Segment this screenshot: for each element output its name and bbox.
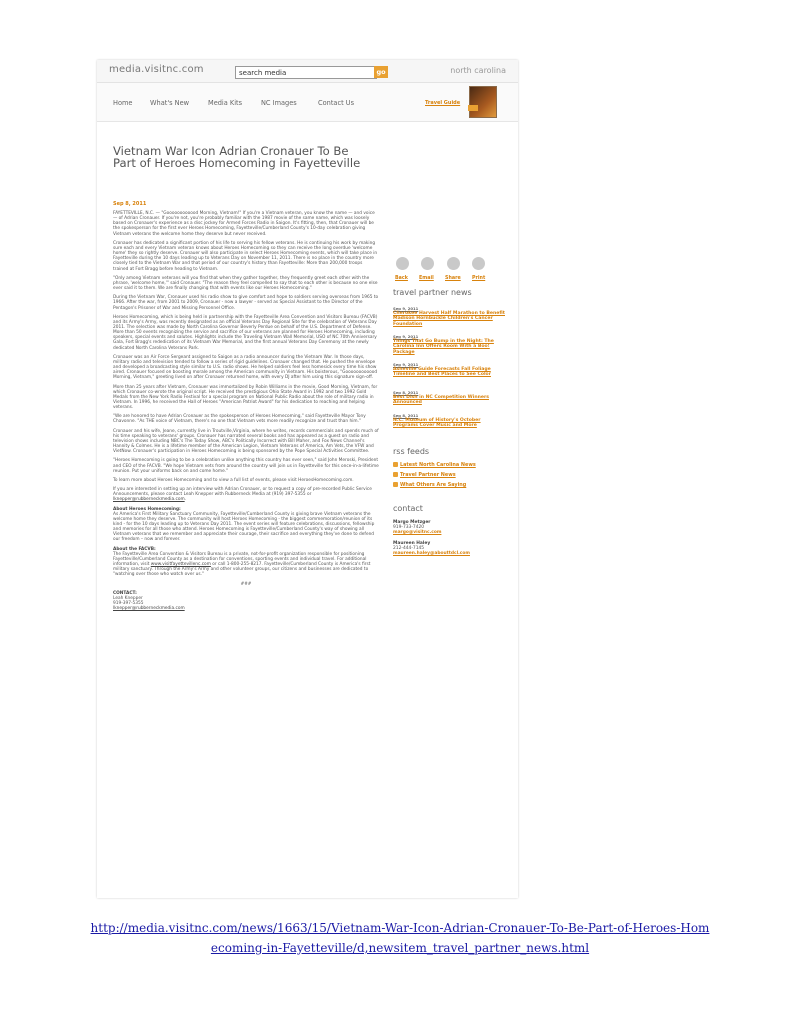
- go-button[interactable]: go: [374, 66, 388, 78]
- rss-label[interactable]: Latest North Carolina News: [400, 462, 476, 468]
- article-title: Vietnam War Icon Adrian Cronauer To Be Part of Heroes Homecoming in Fayetteville: [113, 144, 361, 170]
- guide-tag-icon: [468, 105, 478, 111]
- source-url-link[interactable]: http://media.visitnc.com/news/1663/15/Vietnam-War-Icon-Adrian-Cronauer-To-Be-Part-of-Heroes-Homecoming-in-Fayetteville/d,newsitem_travel_partner_news.html: [90, 921, 710, 955]
- contact-card: [393, 541, 470, 556]
- facvb-website-link[interactable]: www.visitfayettevillenc.com: [150, 562, 211, 568]
- about-facvb-heading: About the FACVB:: [113, 546, 156, 552]
- travel-news-heading: travel partner news: [393, 288, 472, 297]
- share-toolbar: [393, 257, 505, 287]
- news-date[interactable]: Sep 9, 2011: [393, 334, 419, 339]
- share-link[interactable]: Share: [445, 276, 461, 281]
- about-facvb-text-2: or call 1-800-255-8217. Fayetteville/Cumberland County is America's first military sanctuary. Through the Army's Army and other volunteer groups, our citizens and businesses are dedicated to "watching over those who watch over us.": [113, 562, 371, 578]
- main-content: [97, 122, 518, 898]
- back-link[interactable]: Back: [395, 276, 408, 281]
- rss-icon: [393, 462, 398, 467]
- interview-email-link[interactable]: lknepper@rubberneckmedia.com: [113, 497, 185, 503]
- interview-text: If you are interested in setting up an interview with Adrian Cronauer, or to request a copy of pre-recorded Public Service Announcements, please contact Leah Knepper with Rubberneck Media at (919) 397-5355 or: [113, 487, 372, 498]
- search-input[interactable]: [235, 66, 377, 79]
- contact-card: [393, 520, 441, 535]
- back-arrow-icon[interactable]: [396, 257, 409, 270]
- print-link[interactable]: Print: [472, 276, 486, 281]
- news-item: [393, 413, 505, 429]
- article-paragraph: Cronauer has dedicated a significant portion of his life to serving his fellow veterans. He is continuing his work by making sure each and every Vietnam veteran knows about Heroes Homecoming so they can receive the long overdue 'welcome home' they so rightly deserve. Cronauer will also participate in select Heroes Homecoming events, which will take place in Fayetteville during the 10 days leading up to Veterans Day on November 11, 2011. There is no place in the country more closely tied to the Vietnam War and that period of our country's history than Fayetteville: More than 200,000 troops trained at Fort Bragg before heading to Vietnam.: [113, 240, 378, 272]
- about-facvb-text: The Fayetteville Area Convention & Visitors Bureau is a private, not-for-profit organization responsible for positioning Fayetteville/Cumberland County as a destination for conventions, sporting events and individual travel. For additional information, visit: [113, 551, 367, 568]
- site-name-link[interactable]: media.visitnc.com: [109, 64, 204, 75]
- about-hh-heading: About Heroes Homecoming:: [113, 506, 181, 512]
- contact-phone: 919-397-5355: [113, 601, 144, 606]
- article-paragraph: Heroes Homecoming, which is being held in partnership with the Fayetteville Area Convention and Visitors Bureau (FACVB) and its Army's Army, was recently designated as an official Veterans Day Regional Site for the celebration of Veterans Day 2011. The selection was made by North Carolina Governor Beverly Perdue on behalf of the U.S. Department of Defense. More than 50 events recognizing the service and sacrifice of our veterans are planned for Heroes Homecoming, including speakers, special events and salutes. Highlights include the Traveling Vietnam Wall Memorial, USO of NC 70th Anniversary Gala, Fort Bragg's rededication of its Vietnam War Memorial, and the first annual Veterans Day Ceremony at the newly dedicated North Carolina Veterans Park.: [113, 314, 378, 351]
- contact-sidebar-heading: contact: [393, 504, 423, 513]
- travel-guide-link[interactable]: Travel Guide: [425, 100, 461, 106]
- about-facvb-paragraph: [113, 552, 379, 578]
- contact-name: Leah Knepper: [113, 595, 143, 601]
- article-paragraph: "Heroes Homecoming is going to be a celebration unlike anything this country has ever seen," said John Meroski, President and CEO of the FACVB. "We hope Vietnam vets from around the country will join us in Fayetteville for this once-in-a-lifetime reunion. Put your uniforms back on and come home.": [113, 458, 379, 474]
- main-navigation: [97, 83, 518, 122]
- separator: ###: [240, 581, 252, 587]
- interview-paragraph: If you are interested in setting up an interview with Adrian Cronauer, or to request a copy of pre-recorded Public Service Announcements, please contact Leah Knepper with Rubberneck Media at (919) 397-5355 or lknepper@rubberneckmedia.com.: [113, 487, 372, 503]
- envelope-icon[interactable]: [421, 257, 434, 270]
- nav-whats-new[interactable]: What's New: [150, 99, 190, 107]
- article-paragraph: "Only among Vietnam veterans will you find that when they gather together, they frequently greet each other with the phrase, 'welcome home,'" said Cronauer. "The reason they feel compelled to say that to each other is because no one else ever said it to them. We are finally changing that with events like our Heroes Homecoming.": [113, 275, 378, 292]
- nav-home[interactable]: Home: [113, 99, 133, 107]
- news-title-link[interactable]: Asheville Guide Forecasts Fall Foliage Timeline and Best Places to See Color: [393, 367, 491, 378]
- browser-page: [97, 60, 518, 898]
- rss-feed-what-others-say[interactable]: [393, 482, 466, 488]
- article-paragraph: During the Vietnam War, Cronauer used his radio show to give comfort and hope to soldiers serving overseas from 1965 to 1966. After the war, from 2001 to 2009, Cronauer - now a lawyer - served as Special Assistant to the Director of the Pentagon's Prisoner of War and Missing Personnel Office.: [113, 295, 379, 311]
- news-title-link[interactable]: N.C. Museum of History's October Programs Cover Music and More: [393, 418, 481, 429]
- article-paragraph: FAYETTEVILLE, N.C. — "Goooooooooood Morning, Vietnam!" If you're a Vietnam veteran, you know the name — and voice — of Adrian Cronauer. If you're not, you're probably familiar with the 1987 movie of the same name, which was loosely based on Cronauer's experience as a disc jockey for Armed Forces Radio in Saigon. It's fitting, then, that Cronauer will be the spokesperson for the first ever Heroes Homecoming, Fayetteville/Cumberland County's 10-day celebration giving Vietnam veterans the welcome home they deserve but never received.: [113, 211, 375, 237]
- rss-feed-travel-partner-news[interactable]: [393, 472, 456, 478]
- news-date[interactable]: Sep 9, 2011: [393, 362, 419, 367]
- contact-email-link[interactable]: lknepper@rubberneckmedia.com: [113, 606, 185, 612]
- nav-media-kits[interactable]: Media Kits: [208, 99, 243, 107]
- rss-feed-latest-nc-news[interactable]: [393, 462, 476, 468]
- article-date: Sep 8, 2011: [113, 201, 147, 207]
- news-title-link[interactable]: Best Dish in NC Competition Winners Announced: [393, 395, 489, 406]
- share-icon[interactable]: [447, 257, 460, 270]
- news-date[interactable]: Sep 9, 2011: [393, 306, 419, 311]
- contact-card-phone: 919-733-7420: [393, 525, 425, 530]
- north-carolina-logo[interactable]: north carolina: [450, 66, 506, 75]
- article-paragraph: To learn more about Heroes Homecoming and to view a full list of events, please visit HeroesHomecoming.com.: [113, 477, 354, 483]
- news-item: [393, 334, 505, 355]
- rss-icon: [393, 482, 398, 487]
- email-link[interactable]: Email: [419, 276, 434, 281]
- article-paragraph: "We are honored to have Adrian Cronauer as the spokesperson of Heroes Homecoming," said Fayetteville Mayor Tony Chavonne. "As THE voice of Vietnam, there's no one that Vietnam vets more readily recognize and trust than him.": [113, 414, 366, 425]
- news-item: [393, 306, 505, 327]
- top-bar: [97, 60, 518, 83]
- contact-card-name: Maureen Haley: [393, 541, 431, 546]
- news-item: [393, 362, 505, 378]
- news-title-link[interactable]: Cherokee Harvest Half Marathon to Benefit Madison Hornbuckle Children's Cancer Foundation: [393, 311, 505, 327]
- news-title-link[interactable]: Things That Go Bump in the Night: The Carolina Inn Offers Room With a Boo! Package: [393, 339, 494, 355]
- article-paragraph: More than 25 years after Vietnam, Cronauer was immortalized by Robin Williams in the movie, Good Morning, Vietnam, for which Cronauer co-wrote the original script. He received the prestigious Ohio State Award in 1992 and two 1992 Gold Medals from the New York Radio Festival for a special program on National Public Radio about the role of military radio in Vietnam. In 1996, he received the Hall of Heroes "American Patriot Award" for his dedication to reaching and helping veterans.: [113, 384, 378, 411]
- news-date[interactable]: Sep 8, 2011: [393, 413, 419, 418]
- about-hh-text: As America's First Military Sanctuary Community, Fayetteville/Cumberland County is giving brave Vietnam veterans the welcome home they deserve. The community will host Heroes Homecoming - the biggest commemoration/reunion of its kind - for the 10 days leading up to Veterans Day 2011. The event series will feature celebrations, discussions, fellowship and memories for all those who attend. Heroes Homecoming is Fayetteville/Cumberland County's way of showing all Vietnam veterans that we remember and appreciate their courage, their sacrifice and everything they've done to defend our freedom – now and forever.: [113, 511, 375, 543]
- news-item: [393, 390, 505, 406]
- contact-card-name: Margo Metzger: [393, 520, 431, 525]
- nav-nc-images[interactable]: NC Images: [261, 99, 297, 107]
- rss-label[interactable]: Travel Partner News: [400, 472, 456, 478]
- nav-contact-us[interactable]: Contact Us: [318, 99, 355, 107]
- rss-label[interactable]: What Others Are Saying: [400, 482, 467, 488]
- travel-guide-book-image[interactable]: [469, 86, 497, 118]
- contact-heading: CONTACT:: [113, 590, 137, 596]
- contact-card-phone: 212-444-7145: [393, 546, 425, 551]
- article-body: [113, 211, 379, 611]
- printer-icon[interactable]: [472, 257, 485, 270]
- contact-card-email-link[interactable]: maureen.haley@abouttdcl.com: [393, 551, 470, 556]
- news-date[interactable]: Sep 8, 2011: [393, 390, 419, 395]
- rss-heading: rss feeds: [393, 447, 430, 456]
- article-paragraph: Cronauer and his wife, Jeane, currently live in Troutville,Virginia, where he writes, records commercials and spends much of his time speaking to veterans' groups. Cronauer has narrated several books and has appeared as a guest on radio and television shows including NBC's The Today Show, ABC's Politically Incorrect with Bill Maher, and Fox News Channel's Hannity & Colmes. He is a lifetime member of the American Legion, Vietnam Veterans of America, Am Vets, the VFW and VietNow. Cronauer's participation in Heroes Homecoming is being sponsored by the Pope Special Activities Committee.: [113, 428, 379, 455]
- rss-icon: [393, 472, 398, 477]
- article-paragraph: Cronauer was an Air Force Sergeant assigned to Saigon as a radio announcer during the Vietnam War. In those days, military radio and television tended to follow a series of rigid guidelines. Cronauer changed that. He pushed the envelope and developed a broadcasting style similar to U.S. radio shows. He helped soldiers feel less homesick every time his show aired. Cronauer focused on boosting morale among the American community in Vietnam. His boisterous, "Goooooooooood Morning, Vietnam," greeting lived on after Cronauer returned home, with every DJ after him using this signature sign-off.: [113, 354, 378, 381]
- contact-card-email-link[interactable]: margo@visitnc.com: [393, 530, 442, 535]
